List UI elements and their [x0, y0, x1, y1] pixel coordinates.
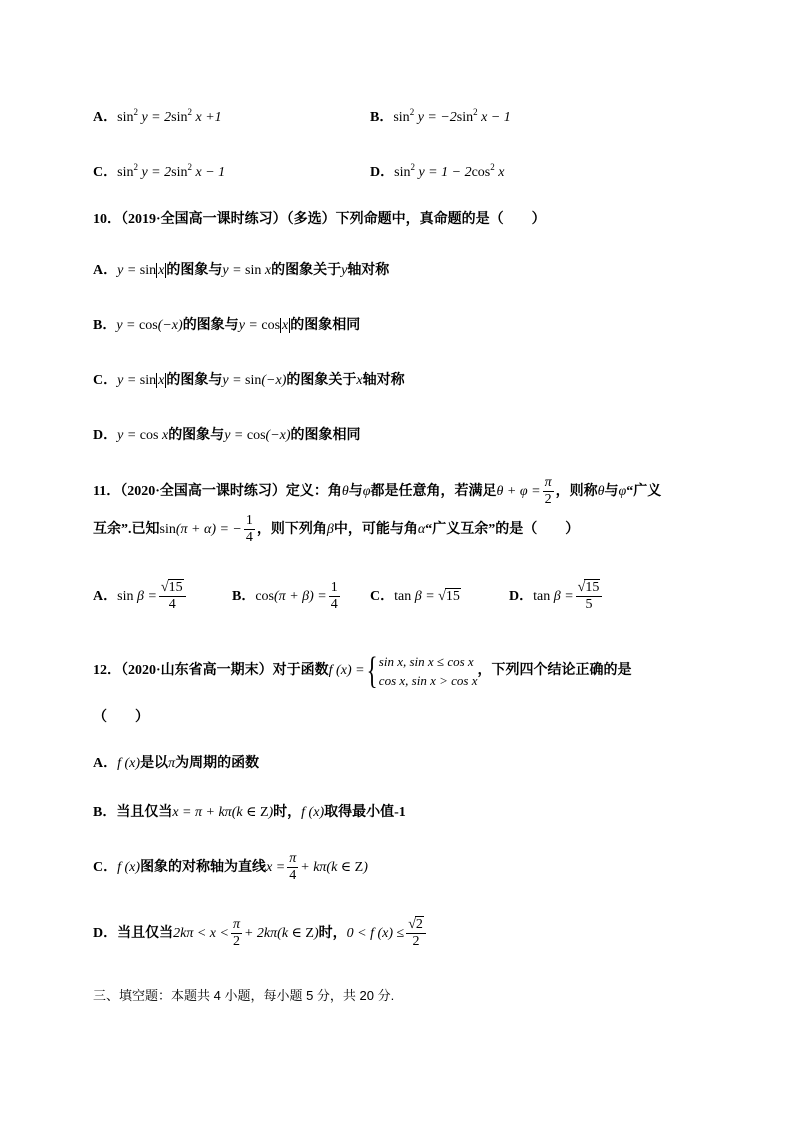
q12-stem: 12．（2020·山东省高一期末）对于函数f (x) ={ sin x, sin x ≤ cos x cos x, sin x > cos x ，下列四个结论正确的是 — [93, 649, 632, 692]
option-label: C． — [370, 589, 395, 604]
option-label: C． — [93, 860, 118, 875]
q9-a-expr: $\sin^2 y = 2\sin^2$ x +1 — [117, 107, 222, 125]
option-label: A． — [93, 589, 118, 604]
option-label: B． — [370, 110, 394, 125]
q12-option-a: A．f (x)是以π为周期的函数 — [93, 756, 260, 771]
q9-option-d — [370, 161, 504, 181]
q12-paren: （ ） — [93, 710, 149, 725]
piecewise-cases: sin x, sin x ≤ cos x cos x, sin x > cos x — [378, 653, 478, 688]
option-label: B． — [93, 318, 117, 333]
q12-option-d: D．当且仅当2kπ < x < $\frac{\pi}{2}$ + 2kπ(k ∈ Z)时，0 < f (x) ≤ $\frac{√2}{2}$ — [93, 913, 428, 955]
option-label: C． — [93, 165, 118, 180]
q10-stem: 10．（2019·全国高一课时练习）（多选）下列命题中，真命题的是（ ） — [93, 212, 546, 227]
q9-d-expr: $\sin^2 y = 1 - 2\cos^2$ x — [394, 162, 505, 180]
option-label: D． — [509, 589, 534, 604]
q10-option-d: D．y = cos x的图象与y = cos(−x)的图象相同 — [93, 428, 361, 443]
q9-option-a — [93, 106, 222, 126]
option-label: B． — [93, 805, 117, 820]
section-three-heading: 三、填空题：本题共 4 小题，每小题 5 分，共 20 分. — [93, 988, 395, 1003]
q11-option-a: A．sin β = $\frac{√15}{4}$ — [93, 578, 188, 616]
q9-option-c — [93, 161, 225, 181]
q10-option-b: B．y = cos(−x)的图象与y = cos x 的图象相同 — [93, 318, 361, 333]
q11-stem-line2: 互余”.已知sin(π + α) = − $\frac{1}{4}$ ，则下列角β中，可能与角α“广义互余”的是（ ） — [93, 513, 580, 546]
q11-option-b: B．cos(π + β) = $\frac{1}{4}$ — [232, 580, 338, 613]
q11-stem-line1: 11．（2020·全国高一课时练习）定义：角θ与φ都是任意角，若满足θ + φ = $\frac{\pi}{2}$ ，则称θ与φ“广义 — [93, 475, 662, 508]
option-label: D． — [370, 165, 395, 180]
q10-option-a: A．y = sin x 的图象与y = sin x的图象关于y轴对称 — [93, 263, 390, 278]
option-label: A． — [93, 110, 118, 125]
q11-option-c: C．tan β = √15 — [370, 589, 460, 604]
q9-b-expr: $\sin^2 y = -2\sin^2$ x − 1 — [393, 107, 511, 125]
option-label: C． — [93, 373, 118, 388]
option-label: B． — [232, 589, 256, 604]
q11-option-d: D．tan β = $\frac{√15}{5}$ — [509, 578, 604, 616]
q12-option-b: B．当且仅当x = π + kπ(k ∈ Z)时，f (x)取得最小值-1 — [93, 805, 406, 820]
q10-option-c: C．y = sin x 的图象与y = sin(−x)的图象关于x轴对称 — [93, 373, 405, 388]
option-label: D． — [93, 926, 118, 941]
q12-option-c: C．f (x)图象的对称轴为直线x = $\frac{\pi}{4}$ + kπ(k ∈ Z) — [93, 851, 368, 884]
option-label: A． — [93, 263, 118, 278]
left-brace: { — [366, 649, 378, 692]
q9-c-expr: $\sin^2 y = 2\sin^2$ x − 1 — [117, 162, 226, 180]
option-label: A． — [93, 756, 118, 771]
option-label: D． — [93, 428, 118, 443]
q9-option-b — [370, 106, 511, 126]
